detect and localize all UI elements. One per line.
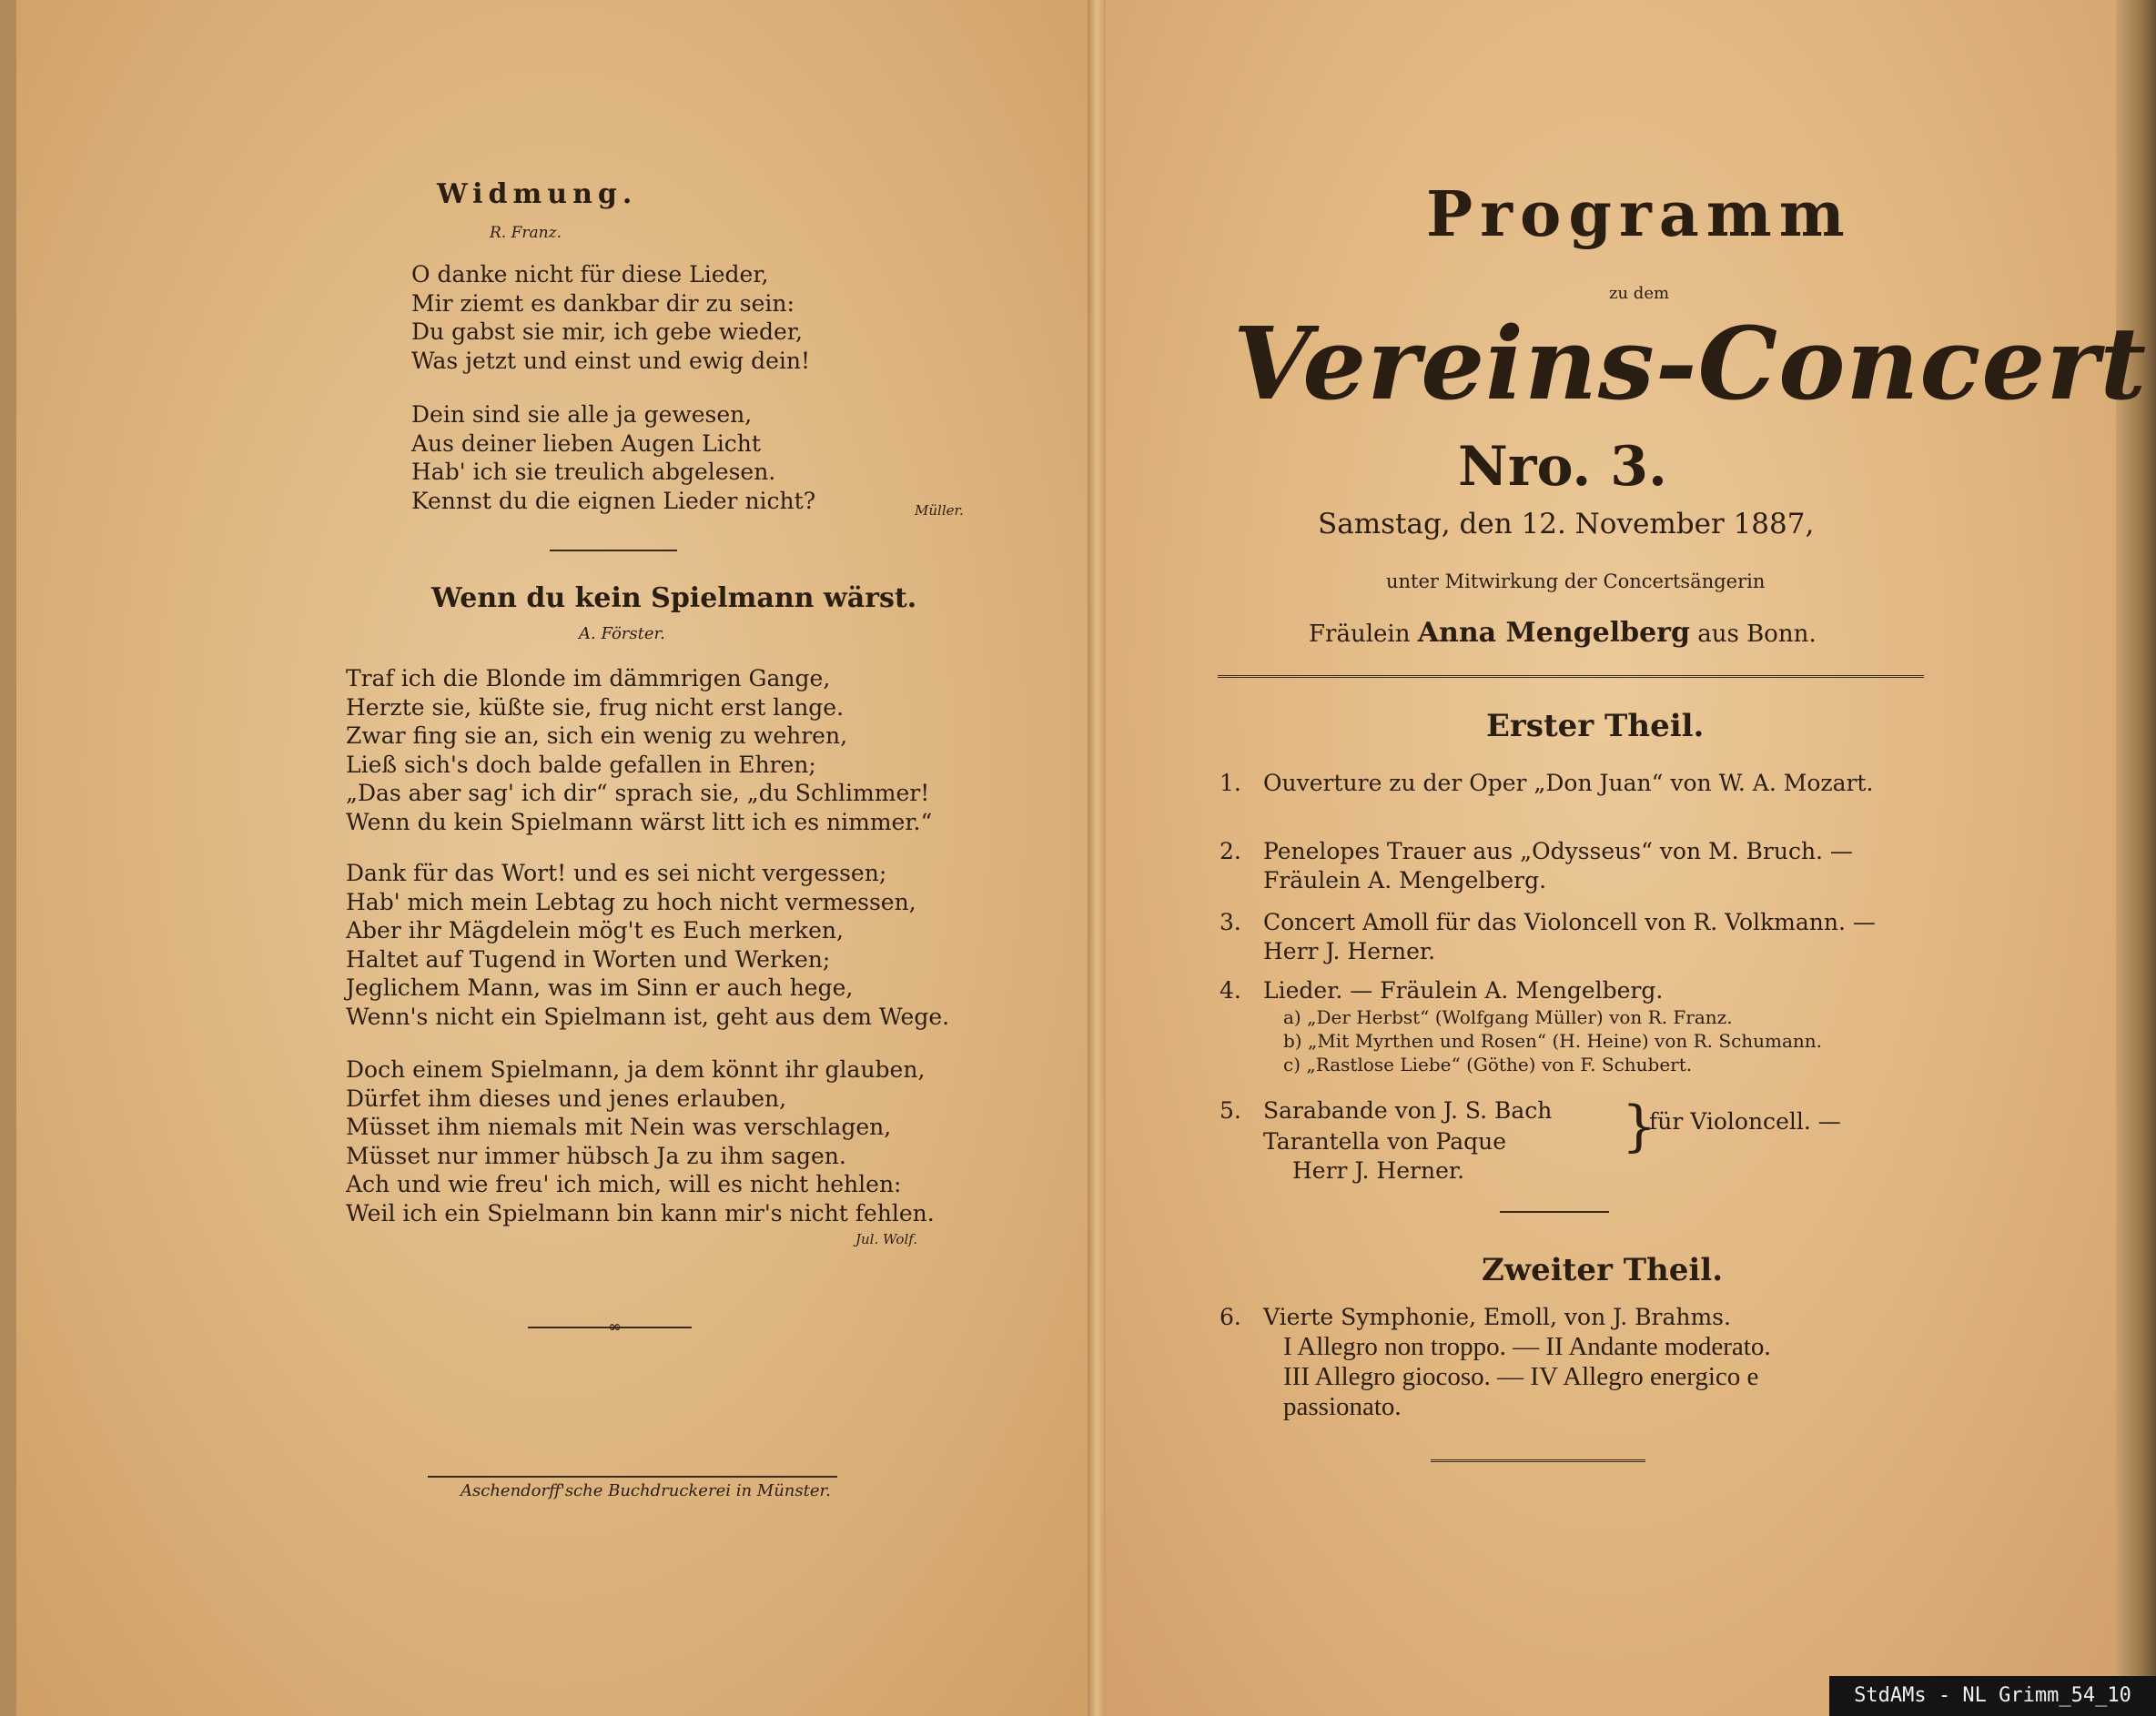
poem-stanza bbox=[346, 859, 949, 1031]
page-fold bbox=[1088, 0, 1106, 1716]
ornament-divider bbox=[550, 550, 677, 551]
movement-line: III Allegro giocoso. — IV Allegro energico e bbox=[1283, 1362, 1759, 1391]
verse-line: Haltet auf Tugend in Worten und Werken; bbox=[346, 945, 831, 973]
item-text: Vierte Symphonie, Emoll, von J. Brahms. bbox=[1263, 1304, 1731, 1330]
verse-line: Ließ sich's doch balde gefallen in Ehren; bbox=[346, 751, 816, 778]
verse-line: Weil ich ein Spielmann bin kann mir's nicht fehlen. bbox=[346, 1199, 935, 1226]
poem-title: Wenn du kein Spielmann wärst. bbox=[431, 582, 917, 614]
printer-imprint: Aschendorff'sche Buchdruckerei in Münster. bbox=[461, 1481, 831, 1500]
verse-line: Aus deiner lieben Augen Licht bbox=[411, 429, 761, 457]
poem-stanza bbox=[346, 1055, 935, 1227]
item-instrument: für Violoncell. — bbox=[1649, 1108, 1841, 1135]
verse-line: O danke nicht für diese Lieder, bbox=[411, 261, 769, 288]
verse-line: Wenn du kein Spielmann wärst litt ich es nimmer.“ bbox=[346, 808, 933, 835]
verse-line: Müsset nur immer hübsch Ja zu ihm sagen. bbox=[346, 1142, 846, 1169]
verse-line: Was jetzt und einst und ewig dein! bbox=[411, 347, 811, 374]
movement-line: I Allegro non troppo. — II Andante moderato. bbox=[1283, 1332, 1771, 1361]
poem-stanza bbox=[411, 260, 810, 375]
page-edge bbox=[2116, 0, 2156, 1716]
item-text: Sarabande von J. S. Bach bbox=[1263, 1097, 1553, 1124]
concert-title: Vereins-Concert bbox=[1233, 305, 2148, 422]
item-number: 1. bbox=[1220, 770, 1241, 796]
concert-number: Nro. 3. bbox=[1458, 435, 1667, 499]
verse-line: Du gabst sie mir, ich gebe wieder, bbox=[411, 318, 803, 345]
ornament-divider bbox=[1500, 1211, 1609, 1213]
verse-line: Doch einem Spielmann, ja dem könnt ihr glauben, bbox=[346, 1056, 926, 1083]
ornament-knot-icon: ∞ bbox=[608, 1317, 622, 1337]
program-item bbox=[1220, 976, 1929, 1076]
program-title: Programm bbox=[1426, 178, 1852, 251]
verse-line: Traf ich die Blonde im dämmrigen Gange, bbox=[346, 665, 831, 691]
program-item bbox=[1220, 837, 1929, 895]
item-number: 4. bbox=[1220, 977, 1241, 1004]
item-text: Penelopes Trauer aus „Odysseus“ von M. Bruch. — Fräulein A. Mengelberg. bbox=[1263, 838, 1853, 893]
verse-line: Müsset ihm niemals mit Nein was verschlagen, bbox=[346, 1114, 892, 1140]
program-item bbox=[1220, 1303, 1929, 1422]
part-heading: Zweiter Theil. bbox=[1482, 1252, 1724, 1288]
printer-rule bbox=[428, 1476, 837, 1478]
item-text: Concert Amoll für das Violoncell von R. Volkmann. — Herr J. Herner. bbox=[1263, 909, 1876, 964]
verse-line: Hab' mich mein Lebtag zu hoch nicht vermessen, bbox=[346, 888, 916, 915]
item-text: Tarantella von Paque bbox=[1263, 1128, 1507, 1155]
verse-line: Zwar fing sie an, sich ein wenig zu wehren, bbox=[346, 722, 848, 749]
soloist-line bbox=[1309, 617, 1817, 649]
brace-icon: } bbox=[1622, 1095, 1657, 1158]
song-entry: b) „Mit Myrthen und Rosen“ (H. Heine) von R. Schumann. bbox=[1283, 1030, 1823, 1052]
verse-line: Dank für das Wort! und es sei nicht vergessen; bbox=[346, 860, 887, 886]
concert-date: Samstag, den 12. November 1887, bbox=[1318, 508, 1815, 540]
verse-line: „Das aber sag' ich dir“ sprach sie, „du Schlimmer! bbox=[346, 780, 930, 806]
verse-line: Hab' ich sie treulich abgelesen. bbox=[411, 459, 776, 485]
item-number: 3. bbox=[1220, 909, 1241, 935]
verse-line: Herzte sie, küßte sie, frug nicht erst lange. bbox=[346, 693, 845, 721]
program-subtitle: zu dem bbox=[1609, 284, 1670, 303]
part-heading: Erster Theil. bbox=[1486, 708, 1705, 744]
left-page bbox=[16, 0, 1092, 1716]
item-performer: Herr J. Herner. bbox=[1292, 1157, 1465, 1184]
poem-author: Müller. bbox=[915, 502, 964, 519]
verse-line: Wenn's nicht ein Spielmann ist, geht aus dem Wege. bbox=[346, 1003, 950, 1030]
poem-stanza bbox=[346, 664, 932, 836]
song-entry: c) „Rastlose Liebe“ (Göthe) von F. Schubert. bbox=[1283, 1054, 1693, 1075]
divider bbox=[1218, 675, 1924, 681]
song-entry: a) „Der Herbst“ (Wolfgang Müller) von R. Franz. bbox=[1283, 1006, 1733, 1028]
item-number: 2. bbox=[1220, 838, 1241, 864]
poem-stanza bbox=[411, 400, 815, 515]
movement-line: passionato. bbox=[1283, 1392, 1402, 1421]
soloist-origin: aus Bonn. bbox=[1697, 621, 1817, 648]
participation-note: unter Mitwirkung der Concertsängerin bbox=[1386, 570, 1766, 592]
verse-line: Mir ziemt es dankbar dir zu sein: bbox=[411, 289, 795, 317]
archive-label: StdAMs - NL Grimm_54_10 bbox=[1829, 1676, 2156, 1716]
item-number: 6. bbox=[1220, 1304, 1241, 1330]
verse-line: Kennst du die eignen Lieder nicht? bbox=[411, 487, 816, 514]
item-text: Lieder. — Fräulein A. Mengelberg. bbox=[1263, 977, 1664, 1004]
verse-line: Jeglichem Mann, was im Sinn er auch hege, bbox=[346, 974, 854, 1001]
verse-line: Ach und wie freu' ich mich, will es nicht hehlen: bbox=[346, 1171, 902, 1197]
program-item bbox=[1220, 908, 1929, 966]
verse-line: Dein sind sie alle ja gewesen, bbox=[411, 401, 753, 428]
soloist-name: Anna Mengelberg bbox=[1417, 617, 1690, 649]
poem-composer: R. Franz. bbox=[490, 224, 562, 242]
poem-author: A. Förster. bbox=[579, 624, 665, 643]
item-number: 5. bbox=[1220, 1097, 1241, 1124]
verse-line: Aber ihr Mägdelein mög't es Euch merken, bbox=[346, 917, 844, 944]
poem-signature: Jul. Wolf. bbox=[855, 1231, 918, 1247]
verse-line: Dürfet ihm dieses und jenes erlauben, bbox=[346, 1085, 787, 1112]
item-text: Ouverture zu der Oper „Don Juan“ von W. A. Mozart. bbox=[1263, 770, 1874, 796]
divider bbox=[1431, 1459, 1645, 1466]
program-item bbox=[1220, 769, 1929, 798]
soloist-title: Fräulein bbox=[1309, 621, 1411, 648]
poem-title: Widmung. bbox=[437, 178, 638, 210]
